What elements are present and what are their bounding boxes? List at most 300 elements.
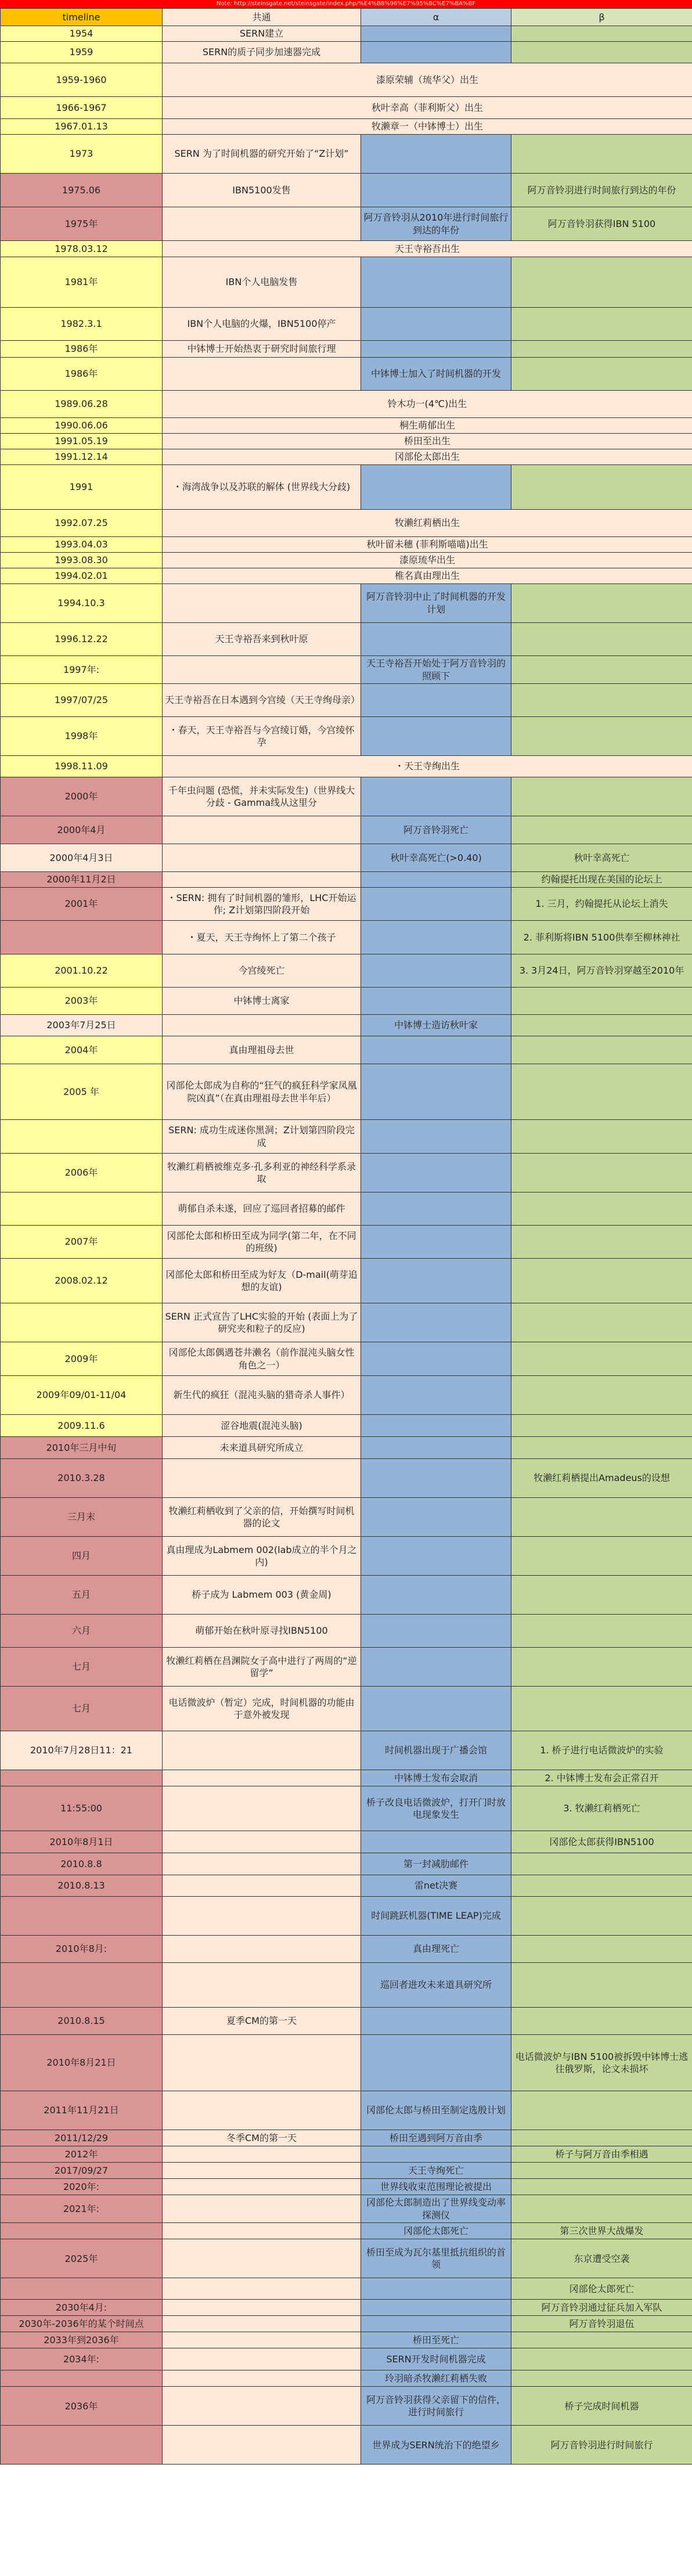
table-row (1, 537, 692, 553)
beta-cell: 3. 牧濑红莉栖死亡 (511, 1786, 692, 1831)
table-row (1, 241, 692, 257)
beta-cell (511, 1897, 692, 1936)
alpha-cell: 桥田至遇到阿万音由季 (361, 2130, 511, 2146)
beta-cell (511, 2348, 692, 2370)
timeline-cell: 2009.11.6 (1, 1415, 163, 1437)
timeline-cell: 2010.8.15 (1, 2008, 163, 2035)
table-row (1, 2300, 692, 2316)
beta-cell (511, 1036, 692, 1064)
alpha-cell (361, 717, 511, 756)
shared-event-cell: 桥田至出生 (163, 434, 692, 449)
common-cell: IBN5100发售 (163, 174, 361, 207)
alpha-cell (361, 1537, 511, 1576)
table-row (1, 1036, 692, 1064)
timeline-cell: 1994.02.01 (1, 568, 163, 584)
common-cell (163, 1015, 361, 1036)
alpha-cell: 时间机器出现于广播会馆 (361, 1731, 511, 1770)
alpha-cell: 阿万音铃羽获得父亲留下的信件，进行时间旅行 (361, 2387, 511, 2426)
header-beta: β (511, 9, 692, 26)
table-row (1, 434, 692, 449)
alpha-cell: 桥田至死亡 (361, 2332, 511, 2348)
timeline-cell: 1978.03.12 (1, 241, 163, 257)
timeline-cell: 1991.12.14 (1, 449, 163, 465)
beta-cell (511, 358, 692, 391)
alpha-cell (361, 1154, 511, 1192)
alpha-cell (361, 1259, 511, 1303)
table-row (1, 553, 692, 568)
table-row (1, 2008, 692, 2035)
timeline-cell: 1975年 (1, 207, 163, 241)
beta-cell: 冈部伦太郎死亡 (511, 2278, 692, 2300)
timeline-cell: 2021年: (1, 2195, 163, 2223)
common-cell (163, 656, 361, 684)
table-row (1, 1192, 692, 1226)
common-cell (163, 2332, 361, 2348)
table-row (1, 2239, 692, 2278)
table-row (1, 1259, 692, 1303)
table-row (1, 449, 692, 465)
alpha-cell (361, 2316, 511, 2332)
common-cell: 今宫绫死亡 (163, 954, 361, 988)
timeline-cell: 六月 (1, 1615, 163, 1648)
table-row (1, 2179, 692, 2195)
common-cell: 涩谷地震(混沌头脑) (163, 1415, 361, 1437)
shared-event-cell: 漆原荣辅（琉华父）出生 (163, 63, 692, 97)
beta-cell (511, 1875, 692, 1897)
common-cell (163, 2195, 361, 2223)
common-cell (163, 2146, 361, 2163)
table-row (1, 1064, 692, 1120)
table-row (1, 1498, 692, 1537)
timeline-cell: 2009年09/01-11/04 (1, 1376, 163, 1415)
timeline-cell: 11:55:00 (1, 1786, 163, 1831)
table-row (1, 568, 692, 584)
timeline-cell: 2017/09/27 (1, 2163, 163, 2179)
common-cell (163, 358, 361, 391)
alpha-cell (361, 1376, 511, 1415)
table-row (1, 988, 692, 1015)
alpha-cell (361, 777, 511, 816)
timeline-cell: 三月末 (1, 1498, 163, 1537)
alpha-cell (361, 2035, 511, 2091)
timeline-cell: 1992.07.25 (1, 510, 163, 537)
common-cell (163, 1831, 361, 1853)
timeline-cell: 1986年 (1, 341, 163, 358)
beta-cell (511, 777, 692, 816)
timeline-cell: 1996.12.22 (1, 623, 163, 656)
table-row (1, 2091, 692, 2130)
beta-cell (511, 1064, 692, 1120)
timeline-cell: 2010年8月1日 (1, 1831, 163, 1853)
timeline-cell (1, 2223, 163, 2239)
timeline-cell: 2000年11月2日 (1, 872, 163, 888)
alpha-cell (361, 954, 511, 988)
timeline-cell (1, 1192, 163, 1226)
timeline-cell: 1973 (1, 135, 163, 174)
table-row (1, 119, 692, 135)
beta-cell (511, 1437, 692, 1459)
common-cell: IBN个人电脑的火爆，IBN5100停产 (163, 308, 361, 341)
table-row (1, 1415, 692, 1437)
table-row (1, 257, 692, 308)
beta-cell: 3. 3月24日，阿万音铃羽穿越至2010年 (511, 954, 692, 988)
header-alpha: α (361, 9, 511, 26)
beta-cell (511, 1963, 692, 2008)
alpha-cell (361, 1498, 511, 1537)
table-row (1, 2130, 692, 2146)
alpha-cell: 雷net决赛 (361, 1875, 511, 1897)
table-row (1, 308, 692, 341)
alpha-cell (361, 1437, 511, 1459)
beta-cell: 阿万音铃羽进行时间旅行到达的年份 (511, 174, 692, 207)
alpha-cell: 天王寺绚死亡 (361, 2163, 511, 2179)
table-row (1, 756, 692, 777)
table-row (1, 1120, 692, 1154)
timeline-cell: 1975.06 (1, 174, 163, 207)
shared-event-cell: 牧濑章一（中钵博士）出生 (163, 119, 692, 135)
alpha-cell (361, 921, 511, 954)
common-cell: SERN: 成功生成迷你黑洞；Z计划第四阶段完成 (163, 1120, 361, 1154)
timeline-cell (1, 2370, 163, 2387)
common-cell: 天王寺裕吾来到秋叶原 (163, 623, 361, 656)
alpha-cell: 秋叶幸高死亡(>0.40) (361, 844, 511, 872)
timeline-cell: 2006年 (1, 1154, 163, 1192)
table-row (1, 1687, 692, 1731)
alpha-cell (361, 623, 511, 656)
timeline-cell: 四月 (1, 1537, 163, 1576)
alpha-cell (361, 42, 511, 63)
timeline-cell: 2036年 (1, 2387, 163, 2426)
common-cell (163, 2426, 361, 2465)
common-cell (163, 2348, 361, 2370)
shared-event-cell: ・天王寺绚出生 (163, 756, 692, 777)
common-cell: IBN个人电脑发售 (163, 257, 361, 308)
table-row (1, 207, 692, 241)
table-row (1, 954, 692, 988)
beta-cell (511, 1615, 692, 1648)
timeline-cell: 2033年到2036年 (1, 2332, 163, 2348)
alpha-cell: 时间跳跃机器(TIME LEAP)完成 (361, 1897, 511, 1936)
timeline-cell: 七月 (1, 1648, 163, 1687)
timeline-cell: 2010.3.28 (1, 1459, 163, 1498)
table-row (1, 1770, 692, 1786)
beta-cell (511, 988, 692, 1015)
table-row (1, 816, 692, 844)
timeline-cell (1, 1897, 163, 1936)
table-row (1, 872, 692, 888)
beta-cell: 冈部伦太郎获得IBN5100 (511, 1831, 692, 1853)
common-cell (163, 207, 361, 241)
beta-cell (511, 2091, 692, 2130)
timeline-cell: 2010.8.8 (1, 1853, 163, 1875)
alpha-cell (361, 1415, 511, 1437)
common-cell (163, 872, 361, 888)
common-cell (163, 2316, 361, 2332)
alpha-cell (361, 1342, 511, 1376)
beta-cell: 阿万音铃羽获得IBN 5100 (511, 207, 692, 241)
beta-cell (511, 717, 692, 756)
beta-cell (511, 2370, 692, 2387)
table-row (1, 2146, 692, 2163)
alpha-cell (361, 174, 511, 207)
alpha-cell: 巡回者进攻未来道具研究所 (361, 1963, 511, 2008)
common-cell: ・夏天，天王寺绚怀上了第二个孩子 (163, 921, 361, 954)
timeline-cell: 1997/07/25 (1, 684, 163, 717)
common-cell (163, 816, 361, 844)
alpha-cell (361, 1615, 511, 1648)
table-row (1, 623, 692, 656)
alpha-cell (361, 308, 511, 341)
timeline-cell: 1981年 (1, 257, 163, 308)
table-row (1, 1648, 692, 1687)
common-cell: 冈部伦太郎和桥田至成为好友（D-mail(萌芽追想的友谊) (163, 1259, 361, 1303)
beta-cell (511, 1154, 692, 1192)
beta-cell (511, 257, 692, 308)
alpha-cell (361, 684, 511, 717)
common-cell (163, 2091, 361, 2130)
alpha-cell: 冈部伦太郎与桥田至制定选殷计划 (361, 2091, 511, 2130)
url-bar: Note: http://steinsgate.net/steinsgate/index.php/%E4%B8%96%E7%95%8C%E7%BA%BF (0, 0, 692, 8)
table-row (1, 1154, 692, 1192)
table-row (1, 2370, 692, 2387)
beta-cell: 1. 桥子进行电话微波炉的实验 (511, 1731, 692, 1770)
shared-event-cell: 秋叶幸高（菲利斯父）出生 (163, 97, 692, 119)
shared-event-cell: 秋叶留未穗 (菲利斯喵喵)出生 (163, 537, 692, 553)
timeline-cell: 2030年-2036年的某个时间点 (1, 2316, 163, 2332)
common-cell: 萌郁开始在秋叶原寻找IBN5100 (163, 1615, 361, 1648)
timeline-cell (1, 2426, 163, 2465)
timeline-cell: 1990.06.06 (1, 418, 163, 434)
table-row (1, 97, 692, 119)
timeline-cell: 2011/12/29 (1, 2130, 163, 2146)
table-row (1, 1936, 692, 1963)
timeline-cell: 2001年 (1, 888, 163, 921)
alpha-cell: 阿万音铃羽死亡 (361, 816, 511, 844)
shared-event-cell: 牧濑红莉栖出生 (163, 510, 692, 537)
timeline-cell: 1967.01.13 (1, 119, 163, 135)
table-row (1, 656, 692, 684)
timeline-cell: 2010年三月中旬 (1, 1437, 163, 1459)
timeline-cell (1, 1963, 163, 2008)
common-cell: 冈部伦太郎偶遇苍井濑名（前作混沌头脑女性角色之一） (163, 1342, 361, 1376)
alpha-cell (361, 872, 511, 888)
alpha-cell: 天王寺裕吾开始处于阿万音铃羽的照顾下 (361, 656, 511, 684)
alpha-cell: 世界线收束范围理论被提出 (361, 2179, 511, 2195)
common-cell (163, 1853, 361, 1875)
alpha-cell (361, 2008, 511, 2035)
beta-cell: 桥子与阿万音由季相遇 (511, 2146, 692, 2163)
timeline-cell: 2034年: (1, 2348, 163, 2370)
common-cell (163, 1459, 361, 1498)
beta-cell (511, 26, 692, 42)
beta-cell (511, 1415, 692, 1437)
common-cell (163, 1963, 361, 2008)
table-row (1, 465, 692, 510)
common-cell: 冈部伦太郎和桥田至成为同学(第二年，在不同的班级) (163, 1226, 361, 1259)
beta-cell (511, 2332, 692, 2348)
common-cell (163, 584, 361, 623)
table-row (1, 174, 692, 207)
beta-cell (511, 2163, 692, 2179)
timeline-cell: 五月 (1, 1576, 163, 1615)
table-row (1, 2163, 692, 2179)
beta-cell (511, 341, 692, 358)
alpha-cell: 世界成为SERN统治下的绝望乡 (361, 2426, 511, 2465)
common-cell: 中钵博士开始热衷于研究时间旅行理 (163, 341, 361, 358)
common-cell: 真由理成为Labmem 002(lab成立的半个月之内) (163, 1537, 361, 1576)
timeline-cell: 1993.08.30 (1, 553, 163, 568)
alpha-cell: 桥田至成为瓦尔基里抵抗组织的首领 (361, 2239, 511, 2278)
header-timeline: timeline (1, 9, 163, 26)
table-row (1, 1897, 692, 1936)
table-row (1, 2316, 692, 2332)
table-row (1, 510, 692, 537)
timeline-cell: 七月 (1, 1687, 163, 1731)
alpha-cell (361, 2300, 511, 2316)
common-cell: 真由理祖母去世 (163, 1036, 361, 1064)
common-cell: 冈部伦太郎成为自称的“狂气的疯狂科学家凤凰院凶真”（在真由理祖母去世半年后） (163, 1064, 361, 1120)
table-row (1, 1376, 692, 1415)
common-cell: 新生代的疯狂（混沌头脑的猎奇杀人事件） (163, 1376, 361, 1415)
timeline-cell: 2012年 (1, 2146, 163, 2163)
timeline-body (1, 26, 692, 2465)
alpha-cell: 桥子改良电话微波炉，打开门时放电现象发生 (361, 1786, 511, 1831)
common-cell: 萌郁自杀未遂，回应了巡回者招募的邮件 (163, 1192, 361, 1226)
common-cell: 天王寺裕吾在日本遇到今宫绫（天王寺绚母亲） (163, 684, 361, 717)
table-row (1, 418, 692, 434)
table-row (1, 1853, 692, 1875)
alpha-cell: 阿万音铃羽中止了时间机器的开发计划 (361, 584, 511, 623)
beta-cell (511, 308, 692, 341)
timeline-cell: 1986年 (1, 358, 163, 391)
alpha-cell (361, 1226, 511, 1259)
timeline-cell (1, 1120, 163, 1154)
timeline-cell: 1959-1960 (1, 63, 163, 97)
table-row (1, 844, 692, 872)
table-row (1, 1015, 692, 1036)
header-row (1, 9, 692, 26)
beta-cell (511, 623, 692, 656)
beta-cell (511, 656, 692, 684)
common-cell (163, 2163, 361, 2179)
common-cell: 夏季CM的第一天 (163, 2008, 361, 2035)
beta-cell (511, 2008, 692, 2035)
beta-cell (511, 1936, 692, 1963)
alpha-cell (361, 2146, 511, 2163)
timeline-cell: 1989.06.28 (1, 391, 163, 418)
table-row (1, 777, 692, 816)
table-row (1, 1576, 692, 1615)
beta-cell (511, 1015, 692, 1036)
table-row (1, 584, 692, 623)
common-cell (163, 2300, 361, 2316)
beta-cell (511, 1303, 692, 1342)
timeline-cell: 1998年 (1, 717, 163, 756)
common-cell: 桥子成为 Labmem 003 (黄金周) (163, 1576, 361, 1615)
alpha-cell (361, 1687, 511, 1731)
common-cell (163, 1897, 361, 1936)
table-row (1, 2387, 692, 2426)
beta-cell: 东京遭受空袭 (511, 2239, 692, 2278)
alpha-cell (361, 26, 511, 42)
table-row (1, 1437, 692, 1459)
beta-cell (511, 1648, 692, 1687)
alpha-cell: 冈部伦太郎制造出了世界线变动率探测仪 (361, 2195, 511, 2223)
alpha-cell (361, 1303, 511, 1342)
common-cell: SERN的质子同步加速器完成 (163, 42, 361, 63)
alpha-cell: 中钵博士加入了时间机器的开发 (361, 358, 511, 391)
beta-cell: 2. 中钵博士发布会正常召开 (511, 1770, 692, 1786)
table-row (1, 1226, 692, 1259)
common-cell: 中钵博士离家 (163, 988, 361, 1015)
table-row (1, 921, 692, 954)
beta-cell: 阿万音铃羽通过征兵加入军队 (511, 2300, 692, 2316)
timeline-cell: 2011年11月21日 (1, 2091, 163, 2130)
timeline-cell: 2000年 (1, 777, 163, 816)
beta-cell: 1. 三月，约翰提托从论坛上消失 (511, 888, 692, 921)
shared-event-cell: 铃木功一(4℃)出生 (163, 391, 692, 418)
table-row (1, 717, 692, 756)
table-row (1, 888, 692, 921)
common-cell (163, 2035, 361, 2091)
alpha-cell: 第一封减肋邮件 (361, 1853, 511, 1875)
table-row (1, 2278, 692, 2300)
beta-cell (511, 2179, 692, 2195)
beta-cell: 阿万音铃羽进行时间旅行 (511, 2426, 692, 2465)
common-cell: 电话微波炉（暂定）完成，时间机器的功能由于意外被发现 (163, 1687, 361, 1731)
timeline-cell (1, 1303, 163, 1342)
table-row (1, 358, 692, 391)
alpha-cell: 中钵博士造访秋叶家 (361, 1015, 511, 1036)
timeline-cell: 1991.05.19 (1, 434, 163, 449)
beta-cell (511, 1576, 692, 1615)
table-row (1, 2195, 692, 2223)
beta-cell (511, 1342, 692, 1376)
header-common: 共通 (163, 9, 361, 26)
timeline-cell: 1982.3.1 (1, 308, 163, 341)
beta-cell: 约翰提托出现在美国的论坛上 (511, 872, 692, 888)
common-cell (163, 1770, 361, 1786)
alpha-cell (361, 1831, 511, 1853)
alpha-cell (361, 1064, 511, 1120)
beta-cell (511, 1192, 692, 1226)
common-cell: SERN建立 (163, 26, 361, 42)
shared-event-cell: 天王寺裕吾出生 (163, 241, 692, 257)
beta-cell (511, 1226, 692, 1259)
table-row (1, 63, 692, 97)
alpha-cell: 阿万音铃羽从2010年进行时间旅行到达的年份 (361, 207, 511, 241)
shared-event-cell: 桐生萌郁出生 (163, 418, 692, 434)
shared-event-cell: 冈部伦太郎出生 (163, 449, 692, 465)
timeline-cell: 2008.02.12 (1, 1259, 163, 1303)
timeline-cell (1, 2278, 163, 2300)
table-row (1, 2223, 692, 2239)
table-row (1, 1537, 692, 1576)
timeline-cell: 2020年: (1, 2179, 163, 2195)
beta-cell: 牧濑红莉栖提出Amadeus的设想 (511, 1459, 692, 1498)
alpha-cell (361, 2278, 511, 2300)
timeline-cell: 1991 (1, 465, 163, 510)
common-cell (163, 2239, 361, 2278)
timeline-cell: 1994.10.3 (1, 584, 163, 623)
common-cell: SERN 正式宣告了LHC实验的开始 (表面上为了研究夹和粒子的反应) (163, 1303, 361, 1342)
timeline-cell: 2010.8.13 (1, 1875, 163, 1897)
table-row (1, 42, 692, 63)
timeline-cell: 2001.10.22 (1, 954, 163, 988)
table-row (1, 1831, 692, 1853)
beta-cell (511, 816, 692, 844)
common-cell: ・春天，天王寺裕吾与今宫绫订婚，今宫绫怀孕 (163, 717, 361, 756)
